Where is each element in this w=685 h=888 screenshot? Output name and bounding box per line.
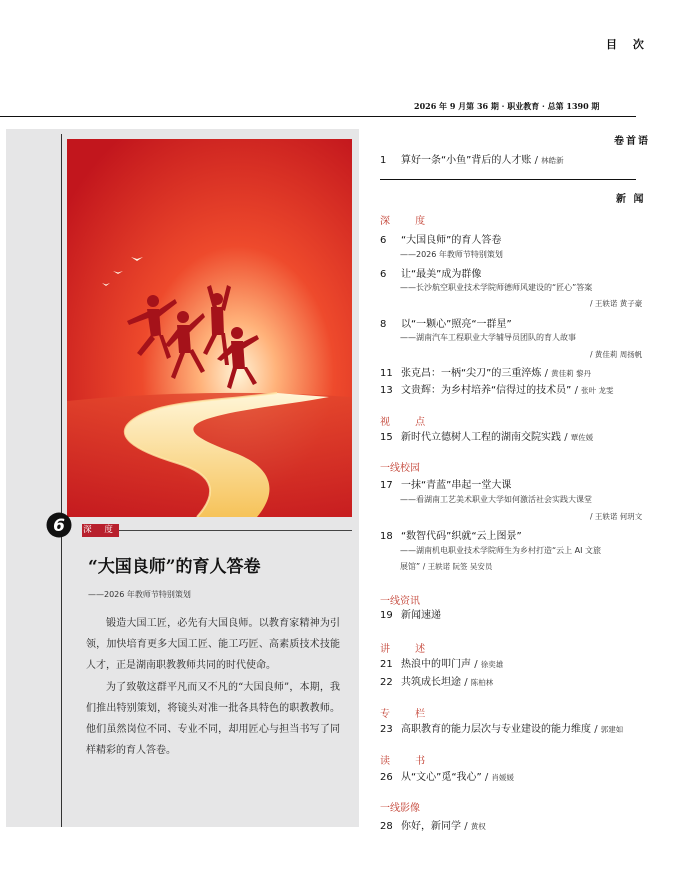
toc-page-number: 15 [380,432,393,443]
toc-title: 从“文心”觅“我心” [401,772,482,783]
category-narrative: 讲 述 [380,644,437,655]
toc-title: “数智代码”织就“云上图景” [401,531,522,542]
toc-title: 以“一颗心”照亮“一群星” [401,319,512,330]
toc-title: 算好一条“小鱼”背后的人才账 [401,155,532,166]
toc-entry[interactable]: 13 文贵辉：为乡村培养“信得过的技术员” / 张叶 龙雯 [380,385,614,396]
toc-entry[interactable] [380,315,512,330]
toc-page-number: 22 [380,677,393,688]
section-rule [380,179,636,180]
toc-title: 张克昌：一柄“尖刀”的三重淬炼 [401,368,542,379]
toc-page-number: 26 [380,772,393,783]
toc-page-number: 6 [380,235,387,246]
toc-author: 肖媛媛 [491,773,514,782]
feature-category-rule [119,530,352,531]
toc-page-number: 1 [380,155,387,166]
toc-authors: / 王轶诺 黄子豪 [590,299,643,308]
toc-entry[interactable]: 22 共筑成长坦途 / 陈柏林 [380,677,494,688]
toc-entry[interactable] [380,265,481,280]
toc-title: 高职教育的能力层次与专业建设的能力维度 [401,724,591,735]
toc-page-number: 8 [380,319,387,330]
toc-subtitle: ——长沙航空职业技术学院师德师风建设的“匠心”答案 [400,283,593,292]
toc-entry[interactable]: 23 高职教育的能力层次与专业建设的能力维度 / 郭建如 [380,724,624,735]
category-image: 一线影像 [380,803,420,814]
toc-title: 你好，新同学 [401,821,461,832]
toc-entry[interactable]: 15 新时代立德树人工程的湖南交院实践 / 覃佐媛 [380,432,594,443]
toc-subtitle: ——湖南机电职业技术学院师生为乡村打造“云上 AI 文旅 [400,546,602,555]
toc-title: 文贵辉：为乡村培养“信得过的技术员” [401,385,572,396]
category-reading: 读 书 [380,756,437,767]
toc-authors: / 王轶诺 阮签 吴安员 [422,562,493,571]
toc-entry[interactable]: 21 热浪中的叩门声 / 徐奕雄 [380,659,504,670]
toc-authors: / 王轶诺 何玥文 [590,512,643,521]
toc-title: 新时代立德树人工程的湖南交院实践 [401,432,561,443]
toc-author: 陈柏林 [470,678,494,687]
category-depth: 深 度 [380,216,437,227]
toc-author: 徐奕雄 [480,660,504,669]
feature-body [86,613,340,761]
section-heading-foreword: 卷首语 [614,136,650,147]
category-campus: 一线校园 [380,463,420,474]
feature-category-tag: 深 度 [83,525,118,535]
feature-illustration[interactable] [67,139,352,517]
toc-entry[interactable]: 28 你好，新同学 / 黄权 [380,821,486,832]
category-viewpoint: 视 点 [380,417,437,428]
issue-line: 2026 年 9 月第 36 期 · 职业教育 · 总第 1390 期 [414,101,600,111]
toc-page-number: 11 [380,368,393,379]
toc-page-number: 19 [380,610,393,621]
feature-paragraph: 锻造大国工匠，必先有大国良师。以教育家精神为引领，加快培育更多大国工匠、能工巧匠、高素质技术技能人才，正是湖南职教教师共同的时代使命。 [86,618,340,672]
toc-title: 热浪中的叩门声 [401,659,471,670]
hero-art [67,139,352,517]
toc-page-number: 13 [380,385,393,396]
toc-authors: / 黄佳莉 周扬帆 [590,350,643,359]
toc-subtitle-continued [400,561,492,572]
toc-entry[interactable] [380,231,501,246]
toc-subtitle: ——2026 年教师节特别策划 [400,250,503,259]
feature-vertical-rule [61,134,62,827]
toc-page-number: 28 [380,821,393,832]
toc-page-number: 18 [380,531,393,542]
toc-author: 郭建如 [600,725,624,734]
toc-author: 黄权 [470,822,486,831]
category-column: 专 栏 [380,709,437,720]
toc-author: 林皓新 [541,156,564,165]
category-news: 一线资讯 [380,596,420,607]
toc-author: 张叶 龙雯 [581,386,614,395]
feature-number-badge [46,512,72,538]
toc-page-number: 17 [380,480,393,491]
toc-title: 一抹“青蓝”串起一堂大课 [401,480,512,491]
contents-label: 目 次 [606,38,650,51]
toc-subtitle: ——湖南汽车工程职业大学辅导员团队的育人故事 [400,333,576,342]
toc-page-number: 21 [380,659,393,670]
toc-author: 黄佳莉 黎丹 [551,369,592,378]
toc-page-number: 23 [380,724,393,735]
header-rule [0,116,636,117]
toc-entry[interactable] [380,527,522,542]
toc-entry[interactable]: 26 从“文心”觅“我心” / 肖媛媛 [380,772,514,783]
toc-subtitle-tail: 展馆” [400,562,421,571]
toc-author: 覃佐媛 [570,433,594,442]
badge-number-text: 6 [53,516,65,536]
toc-page-number: 6 [380,269,387,280]
toc-entry[interactable]: 11 张克昌：一柄“尖刀”的三重淬炼 / 黄佳莉 黎丹 [380,368,592,379]
toc-title: “大国良师”的育人答卷 [401,235,502,246]
toc-entry[interactable] [380,476,511,491]
toc-title: 共筑成长坦途 [401,677,461,688]
section-heading-news: 新 闻 [616,194,646,205]
toc-subtitle: ——看湖南工艺美术职业大学如何激活社会实践大课堂 [400,495,592,504]
toc-entry[interactable] [380,606,441,621]
toc-title: 让“最美”成为群像 [401,269,482,280]
feature-subtitle: ——2026 年教师节特别策划 [88,590,191,599]
toc-entry[interactable]: 1 算好一条“小鱼”背后的人才账 / 林皓新 [380,155,564,166]
feature-paragraph: 为了致敬这群平凡而又不凡的“大国良师”，本期，我们推出特别策划，将镜头对准一批各具特色的职教教师。他们虽然岗位不同、专业不同，却用匠心与担当书写了同样精彩的育人答卷。 [86,681,340,757]
feature-title[interactable]: “大国良师”的育人答卷 [88,557,261,577]
toc-title: 新闻速递 [401,610,441,621]
